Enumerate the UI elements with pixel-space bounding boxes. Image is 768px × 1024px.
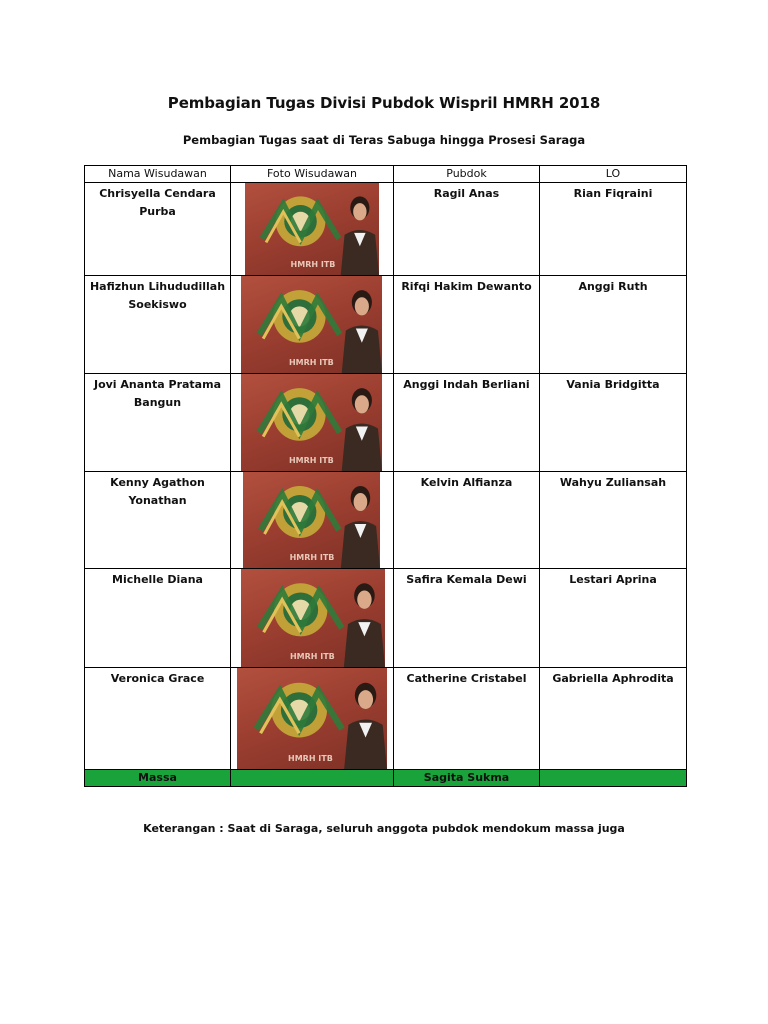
assignment-table	[84, 165, 687, 787]
graduate-name: Chrisyella Cendara Purba	[85, 183, 231, 276]
pubdok-name: Catherine Cristabel	[394, 668, 540, 770]
header-name: Nama Wisudawan	[85, 166, 231, 183]
graduate-photo	[241, 569, 385, 667]
header-photo: Foto Wisudawan	[231, 166, 394, 183]
footer-pubdok: Sagita Sukma	[394, 770, 540, 787]
header-lo: LO	[540, 166, 687, 183]
document-subtitle: Pembagian Tugas saat di Teras Sabuga hingga Prosesi Saraga	[182, 133, 586, 147]
graduate-photo	[241, 374, 382, 471]
table-row	[85, 276, 687, 374]
graduate-photo-cell	[231, 183, 394, 276]
pubdok-name: Anggi Indah Berliani	[394, 374, 540, 472]
graduate-name: Michelle Diana	[85, 569, 231, 668]
photo-caption: HMRH ITB	[288, 456, 334, 465]
graduate-photo-cell	[231, 569, 394, 668]
lo-name: Lestari Aprina	[540, 569, 687, 668]
table-row	[85, 569, 687, 668]
graduate-name: Jovi Ananta Pratama Bangun	[85, 374, 231, 472]
lo-name: Gabriella Aphrodita	[540, 668, 687, 770]
pubdok-name: Kelvin Alfianza	[394, 472, 540, 569]
graduate-photo	[243, 472, 380, 568]
graduate-photo	[237, 668, 387, 769]
footnote: Keterangan : Saat di Saraga, seluruh anggota pubdok mendokum massa juga	[143, 822, 625, 835]
photo-caption: HMRH ITB	[289, 652, 335, 661]
photo-caption: HMRH ITB	[290, 260, 336, 269]
lo-name: Wahyu Zuliansah	[540, 472, 687, 569]
footer-name: Massa	[85, 770, 231, 787]
header-pubdok: Pubdok	[394, 166, 540, 183]
graduate-photo-cell	[231, 472, 394, 569]
graduate-name: Veronica Grace	[85, 668, 231, 770]
table-row	[85, 374, 687, 472]
footer-lo	[540, 770, 687, 787]
document-title: Pembagian Tugas Divisi Pubdok Wispril HMRH 2018	[167, 94, 601, 112]
pubdok-name: Safira Kemala Dewi	[394, 569, 540, 668]
table-footer-row	[85, 770, 687, 787]
table-row	[85, 472, 687, 569]
table-row	[85, 183, 687, 276]
lo-name: Anggi Ruth	[540, 276, 687, 374]
lo-name: Rian Fiqraini	[540, 183, 687, 276]
photo-caption: HMRH ITB	[288, 754, 333, 763]
lo-name: Vania Bridgitta	[540, 374, 687, 472]
graduate-photo-cell	[231, 374, 394, 472]
pubdok-name: Ragil Anas	[394, 183, 540, 276]
photo-caption: HMRH ITB	[288, 358, 334, 367]
graduate-photo-cell	[231, 276, 394, 374]
graduate-photo	[245, 183, 379, 275]
graduate-name: Hafizhun Lihududillah Soekiswo	[85, 276, 231, 374]
table-row	[85, 668, 687, 770]
table-header-row	[85, 166, 687, 183]
graduate-photo-cell	[231, 668, 394, 770]
pubdok-name: Rifqi Hakim Dewanto	[394, 276, 540, 374]
photo-caption: HMRH ITB	[289, 553, 335, 562]
graduate-photo	[241, 276, 382, 373]
footer-photo	[231, 770, 394, 787]
graduate-name: Kenny Agathon Yonathan	[85, 472, 231, 569]
